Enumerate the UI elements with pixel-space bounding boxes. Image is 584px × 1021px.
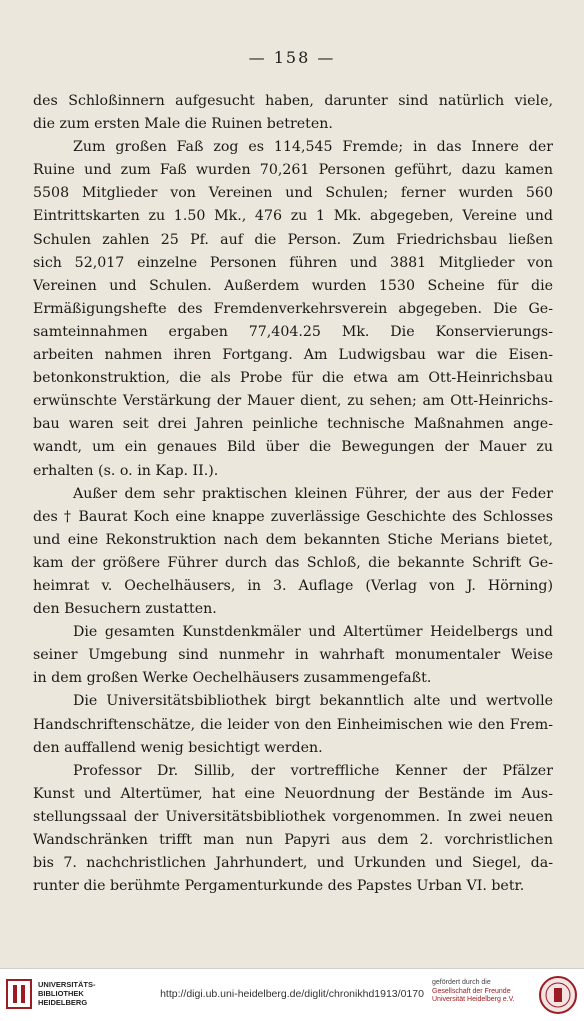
logo-line: HEIDELBERG — [38, 998, 88, 1007]
text-line: Vereinen und Schulen. Außerdem wurden 1530 Scheine für die — [33, 277, 553, 294]
text-line: Kunst und Altertümer, hat eine Neuordnung der Bestände im Aus- — [33, 785, 553, 802]
text-line: und eine Rekonstruktion nach dem bekannten Stiche Merians bietet, — [33, 531, 553, 548]
text-line: des † Baurat Koch eine knappe zuverlässige Geschichte des Schlosses — [33, 508, 553, 525]
text-line: Professor Dr. Sillib, der vortreffliche Kenner der Pfälzer — [73, 762, 553, 779]
text-line: den auffallend wenig besichtigt werden. — [33, 739, 323, 756]
text-line: bau waren seit drei Jahren peinliche technische Maßnahmen ange- — [33, 416, 553, 433]
text-line: kam der größere Führer durch das Schloß, die bekannte Schrift Ge- — [33, 554, 553, 571]
university-seal-icon — [538, 975, 578, 1015]
text-line: erhalten (s. o. in Kap. II.). — [33, 462, 219, 479]
text-line: Ruine und zum Faß wurden 70,261 Personen geführt, dazu kamen — [33, 162, 553, 179]
text-line: Handschriftenschätze, die leider von den Einheimischen wie den Frem- — [33, 716, 553, 733]
text-line: arbeiten nahmen ihren Fortgang. Am Ludwigsbau war die Eisen- — [33, 347, 553, 364]
funding-line: Universität Heidelberg e.V. — [432, 996, 515, 1003]
page-number: — 158 — — [248, 48, 336, 67]
text-line: Wandschränken trifft man nun Papyri aus dem 2. vorchristlichen — [33, 832, 553, 848]
text-line: in dem großen Werke Oechelhäusers zusammengefaßt. — [33, 670, 432, 687]
text-line: die zum ersten Male die Ruinen betreten. — [33, 116, 333, 133]
funding-note[interactable] — [432, 979, 515, 1005]
text-line: sich 52,017 einzelne Personen führen und 3881 Mitglieder von — [33, 254, 553, 271]
viewer-footer — [0, 968, 584, 1021]
funding-line: gefördert durch die — [432, 979, 491, 986]
text-line: stellungssaal der Universitätsbibliothek vorgenommen. In zwei neuen — [33, 808, 553, 825]
funding-line: Gesellschaft der Freunde — [432, 987, 511, 995]
text-line: runter die berühmte Pergamenturkunde des Papstes Urban VI. betr. — [33, 878, 525, 895]
text-line: erwünschte Verstärkung der Mauer dient, zu sehen; am Ott-Heinrichs- — [33, 393, 553, 410]
text-line: den Besuchern zustatten. — [33, 601, 217, 618]
text-line: Die gesamten Kunstdenkmäler und Altertümer Heidelbergs und — [73, 624, 553, 641]
text-line: Schulen zahlen 25 Pf. auf die Person. Zum Friedrichsbau ließen — [33, 231, 553, 248]
text-line: des Schloßinnern aufgesucht haben, darunter sind natürlich viele, — [33, 93, 553, 109]
permalink-url[interactable]: http://digi.ub.uni-heidelberg.de/diglit/chronikhd1913/0170 — [160, 988, 424, 1000]
text-line: bis 7. nachchristlichen Jahrhundert, und Urkunden und Siegel, da- — [33, 855, 553, 872]
logo-line: BIBLIOTHEK — [38, 989, 84, 998]
text-line: samteinnahmen ergaben 77,404.25 Mk. Die Konservierungs- — [33, 323, 553, 340]
text-line: Außer dem sehr praktischen kleinen Führer, der aus der Feder — [73, 485, 553, 502]
body-text — [33, 90, 553, 898]
text-line: heimrat v. Oechelhäusers, in 3. Auflage (Verlag von J. Hörning) — [33, 577, 553, 594]
text-line: seiner Umgebung sind nunmehr in wahrhaft monumentaler Weise — [33, 647, 553, 664]
text-line: Ermäßigungshefte des Fremdenverkehrsverein abgegeben. Die Ge- — [33, 300, 553, 317]
text-line: 5508 Mitglieder von Vereinen und Schulen; ferner wurden 560 — [33, 185, 553, 202]
text-line: wandt, um ein genaues Bild über die Bewegungen der Mauer zu — [33, 439, 553, 456]
text-line: Die Universitätsbibliothek birgt bekanntlich alte und wertvolle — [73, 693, 553, 710]
text-line: Zum großen Faß zog es 114,545 Fremde; in das Innere der — [73, 139, 553, 156]
logo-line: UNIVERSITÄTS- — [38, 980, 96, 989]
text-line: betonkonstruktion, die als Probe für die etwa am Ott-Heinrichsbau — [33, 370, 553, 387]
text-line: Eintrittskarten zu 1.50 Mk., 476 zu 1 Mk. abgegeben, Vereine und — [33, 208, 553, 225]
